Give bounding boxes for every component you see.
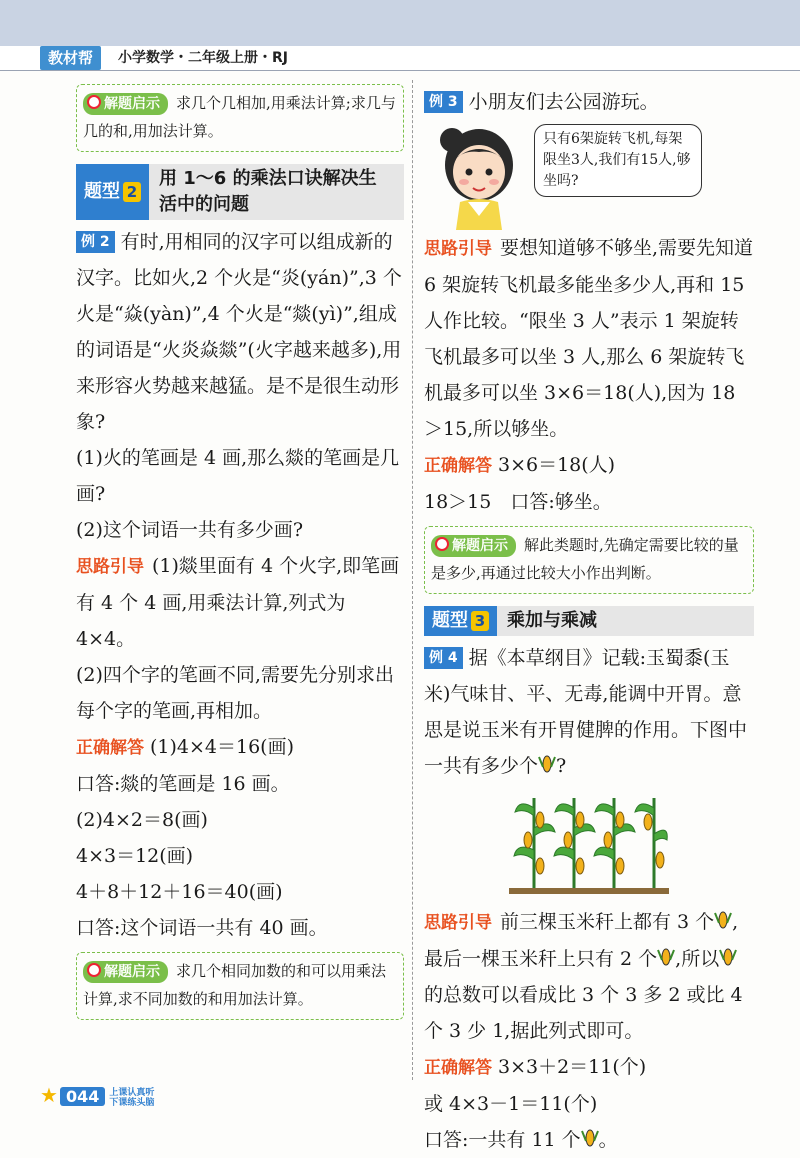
tip-tag: 解题启示 bbox=[431, 535, 516, 557]
section-header bbox=[424, 606, 754, 636]
tip-text: 求几个几相加,用乘法计算;求几与几的和,用加法计算。 bbox=[83, 94, 396, 140]
corn-cob-icon bbox=[538, 753, 556, 775]
brand-label: 教材帮 bbox=[40, 46, 101, 70]
answer: 正确解答 3×6＝18(人) bbox=[424, 454, 616, 476]
star-icon: ★ bbox=[40, 1083, 58, 1107]
answer-label: 正确解答 bbox=[76, 738, 144, 758]
corn-cob-icon bbox=[714, 909, 732, 931]
answer-line: 4＋8＋12＋16＝40(画) bbox=[76, 881, 283, 903]
answer-line: 4×3＝12(画) bbox=[76, 845, 194, 867]
pin-icon bbox=[87, 95, 101, 109]
section-title: 用 1～6 的乘法口诀解决生活中的问题 bbox=[159, 168, 377, 215]
footer-tagline: 上课认真听 下课练头脑 bbox=[109, 1087, 155, 1108]
page-number: 044 bbox=[60, 1087, 105, 1106]
guide: 思路引导 要想知道够不够坐,需要先知道 6 架旋转飞机最多能坐多少人,再和 15 人作比较。“限坐 3 人”表示 1 架旋转飞机最多可以坐 3 人,那么 6 架旋转飞机最多可以坐 3×6＝18(人),因为 18＞15,所以够坐。 bbox=[424, 237, 754, 440]
answer: 正确解答 3×3＋2＝11(个) bbox=[424, 1056, 647, 1078]
example-3: 例 3 小朋友们去公园游玩。 bbox=[424, 84, 754, 120]
answer-reply: 口答:燚的笔画是 16 画。 bbox=[76, 773, 290, 795]
corn-stalks-illustration bbox=[424, 788, 754, 900]
tip-box bbox=[424, 526, 754, 594]
section-title: 乘加与乘减 bbox=[507, 610, 597, 631]
example-tag: 例 3 bbox=[424, 91, 463, 113]
answer-label: 正确解答 bbox=[424, 1058, 492, 1078]
guide-2: (2)四个字的笔画不同,需要先分别求出每个字的笔画,再相加。 bbox=[76, 664, 394, 722]
tip-box bbox=[76, 84, 404, 152]
guide: 思路引导 (1)燚里面有 4 个火字,即笔画有 4 个 4 画,用乘法计算,列式为 4×4。 bbox=[76, 555, 400, 650]
left-column bbox=[76, 84, 404, 1032]
tip-text: 解此类题时,先确定需要比较的量是多少,再通过比较大小作出判断。 bbox=[431, 536, 739, 582]
question-1: (1)火的笔画是 4 画,那么燚的笔画是几画? bbox=[76, 447, 400, 505]
girl-illustration bbox=[424, 120, 754, 230]
answer: 正确解答 (1)4×4＝16(画) bbox=[76, 736, 295, 758]
page-footer bbox=[40, 1084, 154, 1108]
book-title: 小学数学・二年级上册・RJ bbox=[118, 50, 288, 66]
guide-label: 思路引导 bbox=[424, 913, 492, 933]
column-divider bbox=[412, 80, 413, 1080]
answer-reply: 18＞15 口答:够坐。 bbox=[424, 491, 612, 513]
example-2: 例 2 有时,用相同的汉字可以组成新的汉字。比如火,2 个火是“炎(yán)”,3 个火是“焱(yàn)”,4 个火是“燚(yì)”,组成的词语是“火炎焱燚”(火字越来越多),用来形容火势越来越猛。是不是很生动形象? bbox=[76, 231, 402, 433]
tip-tag: 解题启示 bbox=[83, 961, 168, 983]
section-tag: 题型 3 bbox=[424, 606, 497, 636]
guide-label: 思路引导 bbox=[424, 239, 492, 259]
tip-box bbox=[76, 952, 404, 1020]
answer-reply: 口答:一共有 11 个 。 bbox=[424, 1129, 618, 1151]
pin-icon bbox=[87, 963, 101, 977]
section-header bbox=[76, 164, 404, 220]
answer-reply: 口答:这个词语一共有 40 画。 bbox=[76, 917, 328, 939]
corn-cob-icon bbox=[657, 946, 675, 968]
corn-cob-icon bbox=[581, 1127, 599, 1149]
speech-bubble: 只有6架旋转飞机,每架限坐3人,我们有15人,够坐吗? bbox=[534, 124, 702, 197]
corn-stalks-icon bbox=[509, 788, 669, 900]
guide-label: 思路引导 bbox=[76, 557, 144, 577]
answer-line: (2)4×2＝8(画) bbox=[76, 809, 208, 831]
pin-icon bbox=[435, 537, 449, 551]
right-column bbox=[424, 84, 754, 1158]
tip-tag: 解题启示 bbox=[83, 93, 168, 115]
corn-cob-icon bbox=[719, 946, 737, 968]
girl-icon bbox=[424, 120, 534, 230]
section-tag: 题型 2 bbox=[76, 164, 149, 220]
example-tag: 例 2 bbox=[76, 231, 115, 253]
tip-text: 求几个相同加数的和可以用乘法计算,求不同加数的和用加法计算。 bbox=[83, 962, 387, 1008]
example-tag: 例 4 bbox=[424, 647, 463, 669]
guide: 思路引导 前三棵玉米秆上都有 3 个 ,最后一棵玉米秆上只有 2 个 ,所以的总数可以看成比 3 个 3 多 2 或比 4 个 3 少 1,据此列式即可。 bbox=[424, 911, 743, 1042]
answer-label: 正确解答 bbox=[424, 456, 492, 476]
question-2: (2)这个词语一共有多少画? bbox=[76, 519, 304, 541]
example-4: 例 4 据《本草纲目》记载:玉蜀黍(玉米)气味甘、平、无毒,能调中开胃。意思是说玉米有开胃健脾的作用。下图中一共有多少个 ? bbox=[424, 647, 748, 777]
answer-line: 或 4×3－1＝11(个) bbox=[424, 1093, 598, 1115]
